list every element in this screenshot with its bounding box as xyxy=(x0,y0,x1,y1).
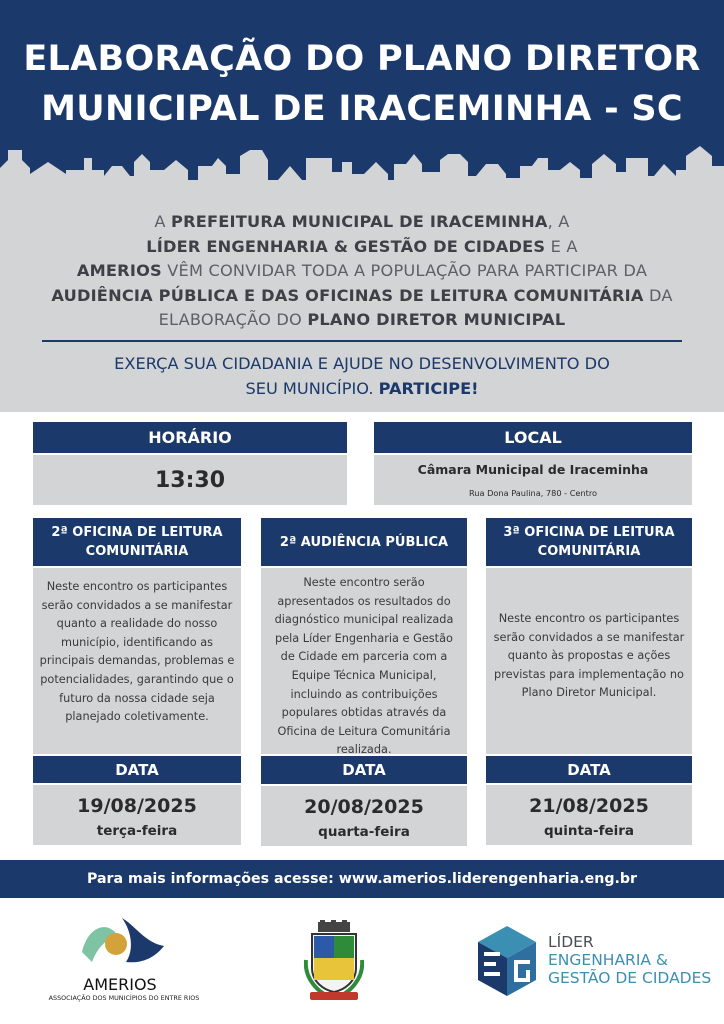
event-2-date-box xyxy=(261,786,467,846)
info-link-text[interactable]: Para mais informações acesse: www.amerios.liderengenharia.eng.br xyxy=(86,871,638,887)
divider-line xyxy=(42,340,682,342)
event-3-title: 3ª OFICINA DE LEITURA COMUNITÁRIA xyxy=(486,518,692,566)
invite-text-part: A xyxy=(154,212,172,231)
amerios-name: AMERIOS xyxy=(76,261,162,280)
event-3-description-box xyxy=(486,568,692,754)
audiencia-text: AUDIÊNCIA PÚBLICA E DAS OFICINAS DE LEITURA COMUNITÁRIA xyxy=(51,285,644,305)
info-bar xyxy=(0,860,724,898)
event-1-title: 2ª OFICINA DE LEITURA COMUNITÁRIA xyxy=(33,518,241,566)
event-2-date-label: DATA xyxy=(261,756,467,784)
invite-line-3 xyxy=(14,259,710,284)
invite-text-part: VÊM CONVIDAR TODA A POPULAÇÃO PARA PARTICIPAR DA xyxy=(161,261,648,280)
local-address: Rua Dona Paulina, 780 - Centro xyxy=(468,488,598,498)
title-line-1: ELABORAÇÃO DO PLANO DIRETOR xyxy=(23,39,701,79)
city-skyline-graphic xyxy=(0,140,724,200)
invite-text-part: DA xyxy=(643,285,673,305)
invite-line-5 xyxy=(14,308,710,333)
lider-cube-logo-icon xyxy=(474,924,540,1000)
invite-text-part: , A xyxy=(547,212,570,231)
lider-line-1: LÍDER xyxy=(548,933,594,951)
invite-text-part: ELABORAÇÃO DO xyxy=(158,310,308,329)
amerios-full-name: ASSOCIAÇÃO DOS MUNICÍPIOS DO ENTRE RIOS xyxy=(48,994,200,1002)
title-line-2: MUNICIPAL DE IRACEMINHA - SC xyxy=(41,89,683,129)
prefeitura-name: PREFEITURA MUNICIPAL DE IRACEMINHA xyxy=(171,212,548,231)
call-text: SEU MUNICÍPIO. xyxy=(245,379,379,398)
lider-logo-text xyxy=(548,933,711,987)
event-1-date-box xyxy=(33,785,241,845)
local-box xyxy=(374,455,692,505)
event-1-description-box xyxy=(33,568,241,754)
event-2-description: Neste encontro serão apresentados os resultados do diagnóstico municipal realizada pela Líder Engenharia e Gestão de Cidade em parceria com a Equipe Técnica Municipal, incluindo as contribuições populares obtidas através da Oficina de Leitura Comunitária realizada. xyxy=(274,576,454,757)
event-1-weekday: terça-feira xyxy=(96,823,178,839)
event-3-weekday: quinta-feira xyxy=(543,823,635,839)
event-3-description: Neste encontro os participantes serão convidados a se manifestar quanto às propostas e ações previstas para implementação no Plano Diretor Municipal. xyxy=(493,612,685,700)
call-line-2 xyxy=(20,376,704,401)
event-3-date: 21/08/2025 xyxy=(529,795,649,817)
call-line-1: EXERÇA SUA CIDADANIA E AJUDE NO DESENVOLVIMENTO DO xyxy=(114,354,610,373)
page-title xyxy=(0,34,724,134)
lider-line-3: GESTÃO DE CIDADES xyxy=(548,969,712,987)
event-2-description-box xyxy=(261,568,467,757)
horario-header: HORÁRIO xyxy=(33,422,347,453)
event-2-weekday: quarta-feira xyxy=(318,824,410,840)
event-2-date: 20/08/2025 xyxy=(304,796,424,818)
lider-name: LÍDER ENGENHARIA & GESTÃO DE CIDADES xyxy=(146,236,546,256)
municipal-coat-of-arms-icon xyxy=(304,920,364,1002)
event-3-date-box xyxy=(486,785,692,845)
plano-diretor-text: PLANO DIRETOR MUNICIPAL xyxy=(307,310,566,329)
participe-text: PARTICIPE! xyxy=(378,379,479,398)
local-header: LOCAL xyxy=(374,422,692,453)
event-3-date-label: DATA xyxy=(486,756,692,783)
amerios-name-text: AMERIOS xyxy=(83,975,157,994)
amerios-logo xyxy=(40,912,220,1012)
invite-line-2 xyxy=(14,235,710,260)
invite-text-part: E A xyxy=(545,236,578,256)
invite-line-1 xyxy=(14,210,710,235)
event-1-date: 19/08/2025 xyxy=(77,795,197,817)
lider-line-2: ENGENHARIA & xyxy=(548,951,669,969)
event-1-description: Neste encontro os participantes serão convidados a se manifestar quanto a realidade do nosso município, identificando as principais demandas, problemas e potencialidades, garantindo que o futuro da nossa cidade seja planejado coletivamente. xyxy=(39,580,235,724)
call-to-action xyxy=(20,351,704,401)
invite-text xyxy=(14,210,710,333)
invite-line-4 xyxy=(14,284,710,309)
event-2-title: 2ª AUDIÊNCIA PÚBLICA xyxy=(261,518,467,566)
horario-box xyxy=(33,455,347,505)
amerios-emblem-icon xyxy=(78,912,168,974)
local-name: Câmara Municipal de Iraceminha xyxy=(417,462,649,477)
event-1-date-label: DATA xyxy=(33,756,241,783)
horario-value: 13:30 xyxy=(154,467,226,493)
